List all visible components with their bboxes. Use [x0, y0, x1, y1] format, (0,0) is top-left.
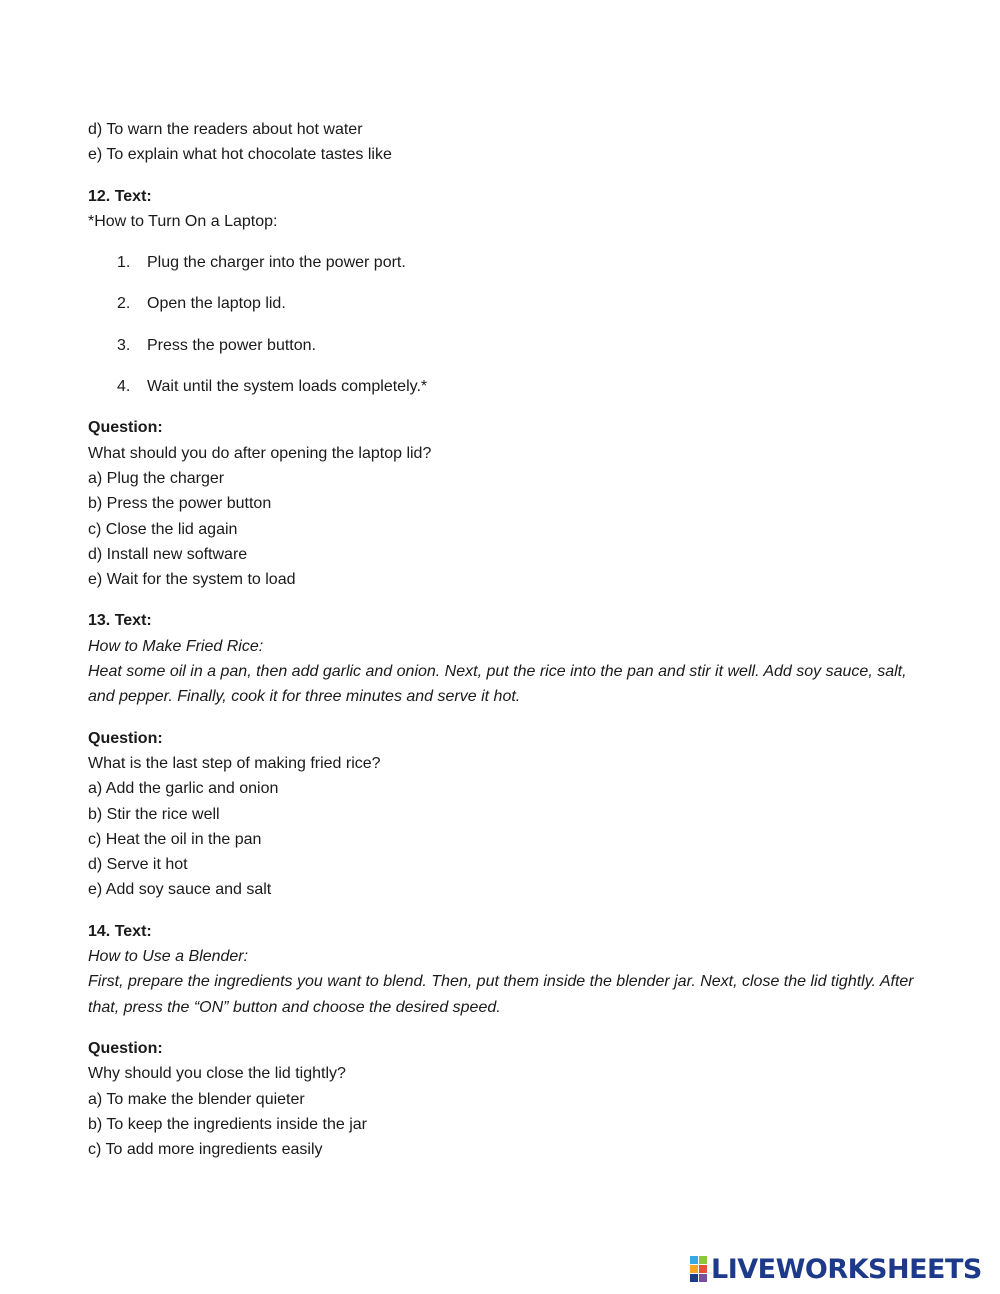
- q13-option-c[interactable]: c) Heat the oil in the pan: [88, 830, 262, 848]
- q14-option-b[interactable]: b) To keep the ingredients inside the jar: [88, 1115, 367, 1133]
- list-item: [88, 374, 918, 399]
- step-text: Open the laptop lid.: [147, 295, 286, 313]
- q13-option-a[interactable]: a) Add the garlic and onion: [88, 780, 279, 798]
- worksheet-page: [88, 117, 918, 1162]
- list-item: [88, 291, 918, 316]
- step-text: Press the power button.: [147, 336, 316, 354]
- q13-question-label: Question:: [88, 729, 163, 747]
- q13-title: How to Make Fried Rice:: [88, 637, 264, 655]
- list-item: [88, 250, 918, 275]
- q12-option-e[interactable]: e) Wait for the system to load: [88, 571, 296, 589]
- option-e-prev: e) To explain what hot chocolate tastes like: [88, 146, 392, 164]
- q12-steps: [88, 250, 918, 399]
- q14-heading: 14. Text:: [88, 922, 152, 940]
- q12-question: What should you do after opening the laptop lid?: [88, 444, 432, 462]
- q14-body: First, prepare the ingredients you want to blend. Then, put them inside the blender jar. Next, close the lid tightly. After that, press the “ON” button and choose the desired speed.: [88, 973, 914, 1016]
- step-number: 1.: [117, 254, 131, 272]
- q14-option-c[interactable]: c) To add more ingredients easily: [88, 1141, 323, 1159]
- step-text: Plug the charger into the power port.: [147, 254, 406, 272]
- step-text: Wait until the system loads completely.*: [147, 378, 428, 396]
- step-number: 3.: [117, 336, 131, 354]
- logo-text: LIVEWORKSHEETS: [711, 1253, 982, 1285]
- q13-option-b[interactable]: b) Stir the rice well: [88, 805, 220, 823]
- q13-option-d[interactable]: d) Serve it hot: [88, 856, 188, 874]
- q14-question: Why should you close the lid tightly?: [88, 1065, 346, 1083]
- q12-title: *How to Turn On a Laptop:: [88, 212, 278, 230]
- q12-heading: 12. Text:: [88, 187, 152, 205]
- q12-option-d[interactable]: d) Install new software: [88, 545, 248, 563]
- logo-mark-icon: [690, 1256, 707, 1282]
- q12-option-c[interactable]: c) Close the lid again: [88, 520, 238, 538]
- q14-question-label: Question:: [88, 1039, 163, 1057]
- q14-title: How to Use a Blender:: [88, 948, 249, 966]
- q12-question-label: Question:: [88, 419, 163, 437]
- q12-option-b[interactable]: b) Press the power button: [88, 495, 272, 513]
- q12-option-a[interactable]: a) Plug the charger: [88, 469, 225, 487]
- q13-option-e[interactable]: e) Add soy sauce and salt: [88, 881, 272, 899]
- q14-option-a[interactable]: a) To make the blender quieter: [88, 1090, 305, 1108]
- q13-heading: 13. Text:: [88, 612, 152, 630]
- q13-question: What is the last step of making fried rice?: [88, 754, 381, 772]
- list-item: [88, 333, 918, 358]
- liveworksheets-logo: [690, 1254, 982, 1284]
- step-number: 4.: [117, 378, 131, 396]
- option-d-prev: d) To warn the readers about hot water: [88, 121, 363, 138]
- q13-body: Heat some oil in a pan, then add garlic and onion. Next, put the rice into the pan and stir it well. Add soy sauce, salt, and pepper. Finally, cook it for three minutes and serve it hot.: [88, 663, 907, 706]
- step-number: 2.: [117, 295, 131, 313]
